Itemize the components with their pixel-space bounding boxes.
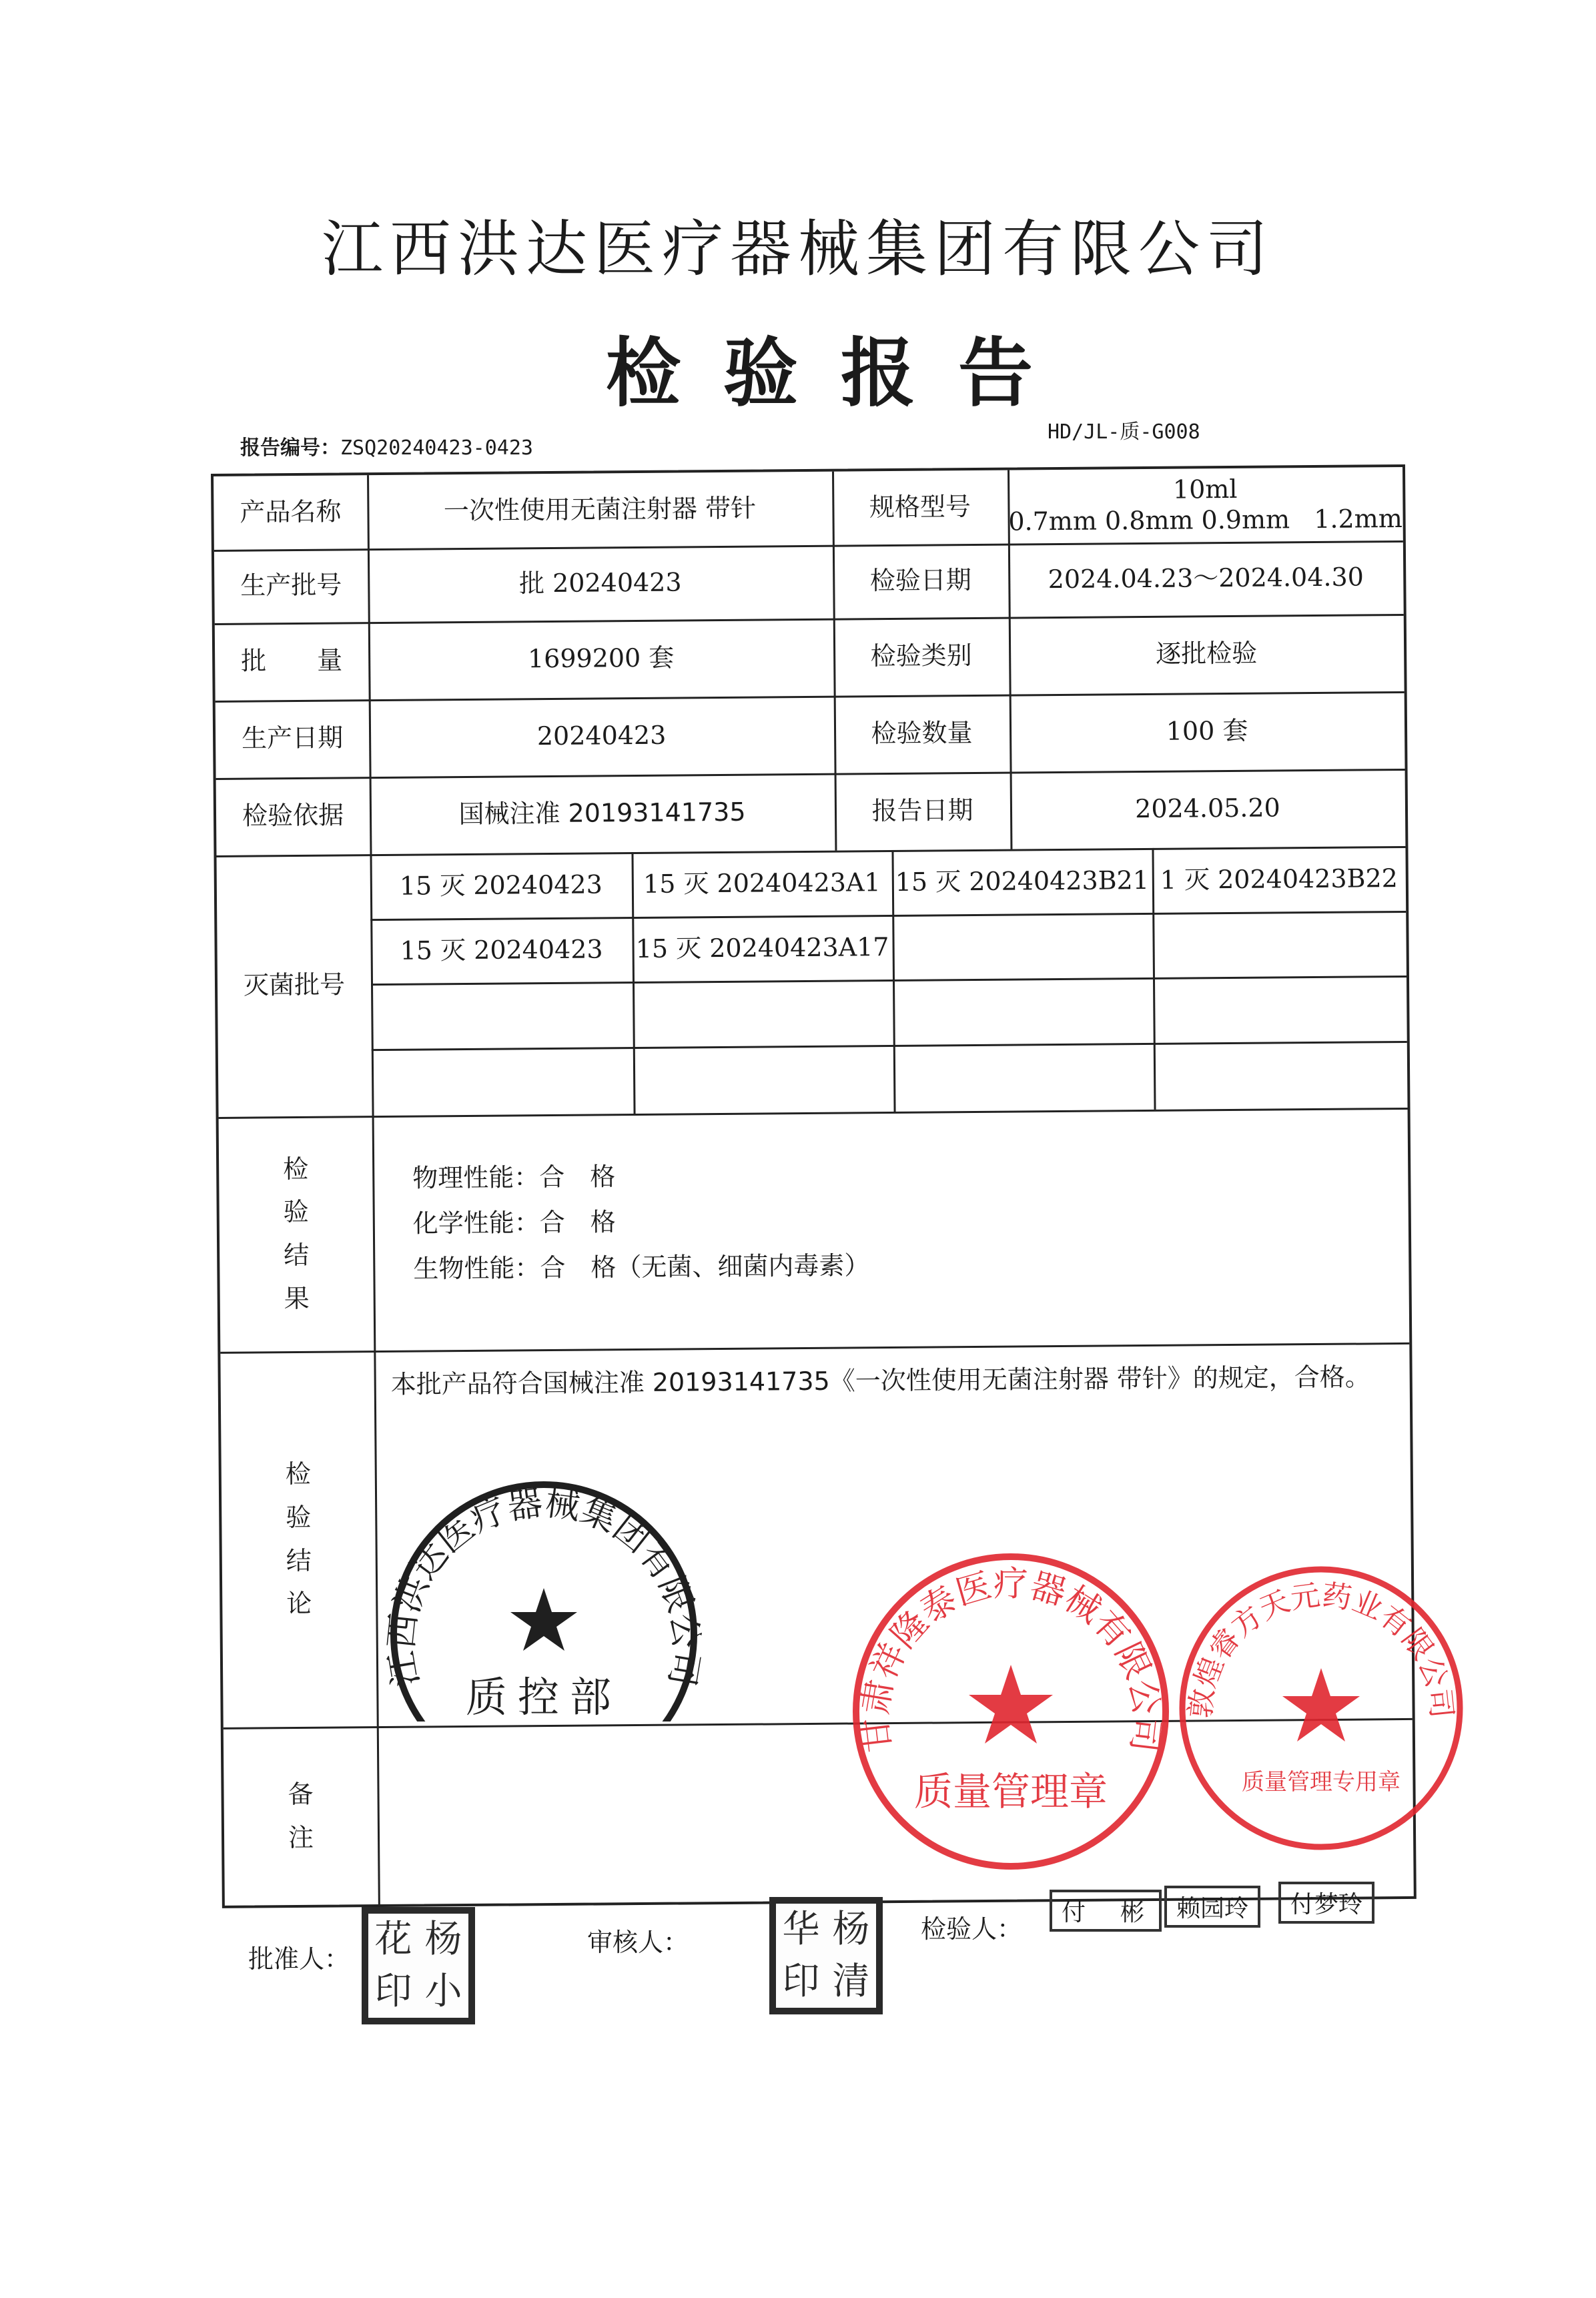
seal-char: 花 — [374, 1918, 412, 1961]
inspector-name-stamp: 付梦玲 — [1278, 1882, 1374, 1924]
results-label-char: 果 — [284, 1283, 310, 1313]
spec-value — [1008, 467, 1403, 544]
basis-value: 国械注准 20193141735 — [458, 797, 746, 829]
stamp-company-text: 甘肃祥隆泰医疗器械有限公司 — [855, 1564, 1167, 1755]
reviewer-seal — [769, 1897, 883, 2014]
stamp-company-text: 江西洪达医疗器械集团有限公司 — [381, 1483, 707, 1689]
sterilization-batch: 15 灭 20240423 — [399, 869, 603, 901]
red-quality-stamp-2 — [1174, 1561, 1468, 1855]
approver-seal — [362, 1907, 475, 2024]
inspector-name-stamp: 赖园玲 — [1164, 1886, 1260, 1928]
results-label-char: 检 — [282, 1154, 309, 1184]
seal-char: 清 — [832, 1960, 870, 2003]
batch-no-label: 生产批号 — [240, 570, 342, 601]
results-list — [412, 1152, 870, 1291]
row-divider — [372, 1041, 1407, 1051]
report-number — [240, 431, 533, 460]
reviewer-label: 审核人： — [587, 1928, 689, 1957]
inspector-label: 检验人： — [921, 1914, 1023, 1944]
inspect-qty-value: 100 套 — [1166, 716, 1248, 747]
star-icon — [510, 1588, 577, 1651]
report-date-label: 报告日期 — [871, 795, 973, 826]
conclusion-label-char: 验 — [286, 1502, 312, 1533]
row-divider — [220, 1343, 1409, 1354]
sterilization-batch — [1152, 911, 1407, 978]
batch-no-value: 批 20240423 — [518, 567, 682, 599]
results-label — [219, 1116, 374, 1352]
inspect-type-label: 检验类别 — [870, 641, 972, 671]
star-icon — [1282, 1668, 1360, 1742]
seal-char: 华 — [782, 1908, 820, 1951]
quantity-value: 1699200 套 — [527, 643, 675, 674]
prod-date-value: 20240423 — [536, 720, 667, 751]
conclusion-text: 本批产品符合国械注准 20193141735《一次性使用无菌注射器 带针》的规定，合格。 — [390, 1362, 1370, 1399]
row-divider — [219, 1108, 1408, 1119]
conclusion-label — [220, 1351, 376, 1728]
qc-department-stamp — [377, 1455, 711, 1735]
sterilization-batch: 15 灭 20240423B21 — [895, 865, 1150, 897]
sterilization-batch — [892, 913, 1153, 980]
results-label-char: 结 — [284, 1240, 310, 1270]
seal-char: 杨 — [832, 1908, 870, 1951]
remarks-label — [224, 1726, 378, 1906]
results-label-char: 验 — [283, 1197, 309, 1227]
stamp-dept-text: 质量管理专用章 — [1242, 1769, 1401, 1796]
red-quality-stamp-1 — [847, 1548, 1174, 1875]
stamp-company-text: 敦煌睿方天元药业有限公司 — [1183, 1578, 1459, 1720]
seal-char: 杨 — [424, 1918, 462, 1961]
stamp-dept-text: 质量管理章 — [913, 1769, 1108, 1814]
remarks-label-char: 备 — [288, 1779, 314, 1810]
stamp-dept-text: 质控部 — [465, 1673, 623, 1721]
seal-char: 印 — [782, 1960, 820, 2003]
spec-line-2: 0.7mm 0.8mm 0.9mm 1.2mm — [1008, 503, 1403, 536]
inspect-date-value: 2024.04.23～2024.04.30 — [1048, 562, 1364, 595]
inspector-name-stamp: 付 彬 — [1050, 1890, 1162, 1932]
result-chemical: 化学性能：合 格 — [412, 1207, 617, 1238]
product-name-value: 一次性使用无菌注射器 带针 — [443, 493, 757, 526]
sterilization-batch: 15 灭 20240423A17 — [635, 931, 889, 964]
basis-label: 检验依据 — [242, 800, 344, 831]
quantity-label: 批 量 — [241, 645, 343, 676]
conclusion-label-char: 结 — [286, 1545, 312, 1575]
inspect-qty-label: 检验数量 — [871, 718, 973, 749]
report-number-value: ZSQ20240423-0423 — [340, 436, 533, 460]
approver-label: 批准人： — [248, 1944, 350, 1974]
seal-char: 印 — [374, 1970, 412, 2013]
report-date-value: 2024.05.20 — [1135, 793, 1280, 824]
product-name-label: 产品名称 — [240, 496, 342, 527]
spec-label: 规格型号 — [869, 492, 971, 522]
sterilization-batch: 15 灭 20240423 — [400, 934, 603, 966]
company-name: 江西洪达医疗器械集团有限公司 — [321, 214, 1274, 285]
sterilization-label: 灭菌批号 — [243, 970, 346, 1000]
sterilization-batch: 1 灭 20240423B22 — [1160, 863, 1399, 895]
prod-date-label: 生产日期 — [241, 723, 344, 753]
form-code: HD/JL-质-G008 — [1048, 420, 1200, 444]
inspect-date-label: 检验日期 — [869, 565, 971, 596]
report-number-label: 报告编号： — [240, 436, 340, 460]
star-icon — [969, 1665, 1053, 1744]
result-biological: 生物性能：合 格（无菌、细菌内毒素） — [413, 1250, 870, 1284]
conclusion-label-char: 检 — [285, 1459, 311, 1489]
inspect-type-value: 逐批检验 — [1155, 638, 1258, 669]
conclusion-label-char: 论 — [286, 1588, 312, 1619]
result-physical: 物理性能：合 格 — [412, 1162, 616, 1193]
sterilization-batch: 15 灭 20240423A1 — [643, 867, 881, 899]
seal-char: 小 — [424, 1970, 462, 2013]
remarks-label-char: 注 — [288, 1822, 314, 1852]
report-title: 检验报告 — [606, 330, 1076, 417]
spec-line-1: 10ml — [1172, 474, 1238, 505]
